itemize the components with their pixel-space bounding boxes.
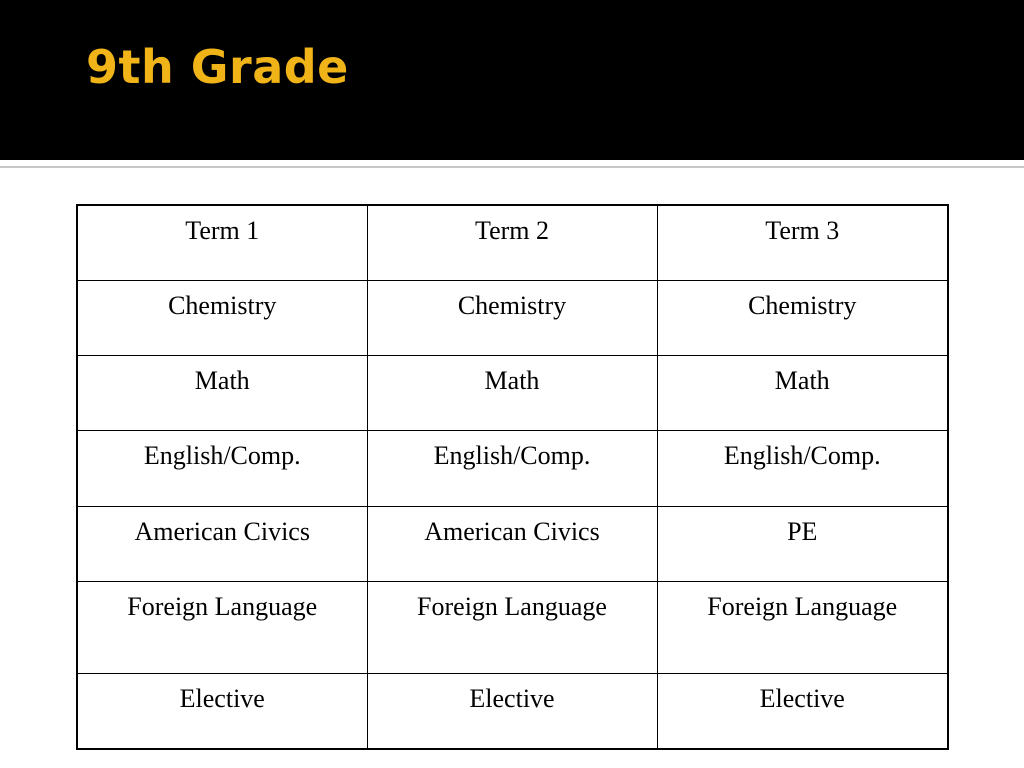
table-cell: Foreign Language bbox=[657, 581, 948, 673]
schedule-table bbox=[76, 204, 949, 750]
table-row bbox=[77, 280, 948, 355]
table-cell: Elective bbox=[657, 674, 948, 749]
column-header-term-3: Term 3 bbox=[657, 205, 948, 280]
table-row bbox=[77, 431, 948, 506]
table-cell: English/Comp. bbox=[367, 431, 657, 506]
table-row bbox=[77, 506, 948, 581]
slide-title: 9th Grade bbox=[86, 40, 349, 94]
table-cell: Math bbox=[367, 356, 657, 431]
table-cell: Math bbox=[657, 356, 948, 431]
table-cell: Chemistry bbox=[657, 280, 948, 355]
title-divider bbox=[0, 160, 1024, 168]
table-row bbox=[77, 356, 948, 431]
column-header-term-1: Term 1 bbox=[77, 205, 367, 280]
table-header-row bbox=[77, 205, 948, 280]
column-header-term-2: Term 2 bbox=[367, 205, 657, 280]
table-cell: Foreign Language bbox=[367, 581, 657, 673]
table-cell: Math bbox=[77, 356, 367, 431]
table-cell: Elective bbox=[77, 674, 367, 749]
table-row bbox=[77, 581, 948, 673]
table-cell: American Civics bbox=[367, 506, 657, 581]
table-cell: Elective bbox=[367, 674, 657, 749]
table-cell: Chemistry bbox=[77, 280, 367, 355]
table-cell: Chemistry bbox=[367, 280, 657, 355]
table-cell: Foreign Language bbox=[77, 581, 367, 673]
title-bar bbox=[0, 0, 1024, 160]
table-cell: PE bbox=[657, 506, 948, 581]
table-cell: English/Comp. bbox=[657, 431, 948, 506]
table-row bbox=[77, 674, 948, 749]
table-cell: American Civics bbox=[77, 506, 367, 581]
table-cell: English/Comp. bbox=[77, 431, 367, 506]
